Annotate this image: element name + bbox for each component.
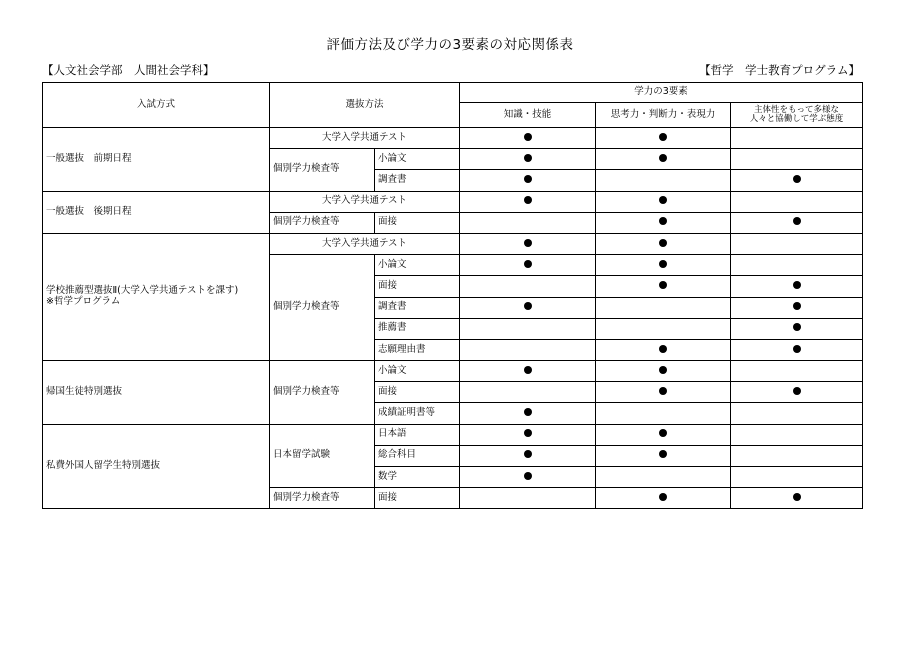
- circle-mark-icon: [659, 493, 667, 501]
- knowledge-cell: [460, 128, 596, 149]
- attitude-cell: [731, 382, 863, 403]
- table-row: [43, 361, 863, 382]
- thinking-cell: [596, 212, 731, 233]
- method-item: 面接: [375, 382, 460, 403]
- thinking-cell: [596, 233, 731, 254]
- method-category: 個別学力検査等: [270, 488, 375, 509]
- method-item: 数学: [375, 467, 460, 488]
- header-attitude-line2: 人々と協働して学ぶ態度: [749, 114, 844, 124]
- circle-mark-icon: [793, 302, 801, 310]
- circle-mark-icon: [793, 493, 801, 501]
- circle-mark-icon: [524, 472, 532, 480]
- knowledge-cell: [460, 467, 596, 488]
- circle-mark-icon: [659, 260, 667, 268]
- circle-mark-icon: [659, 345, 667, 353]
- knowledge-cell: [460, 297, 596, 318]
- circle-mark-icon: [659, 281, 667, 289]
- thinking-cell: [596, 361, 731, 382]
- knowledge-cell: [460, 255, 596, 276]
- method-category: 日本留学試験: [270, 424, 375, 488]
- knowledge-cell: [460, 445, 596, 466]
- thinking-cell: [596, 318, 731, 339]
- circle-mark-icon: [659, 217, 667, 225]
- circle-mark-icon: [659, 154, 667, 162]
- header-thinking: 思考力・判断力・表現力: [596, 103, 731, 128]
- circle-mark-icon: [524, 175, 532, 183]
- thinking-cell: [596, 128, 731, 149]
- circle-mark-icon: [524, 302, 532, 310]
- thinking-cell: [596, 149, 731, 170]
- admission-name: [43, 191, 270, 233]
- method-category: 個別学力検査等: [270, 212, 375, 233]
- attitude-cell: [731, 318, 863, 339]
- circle-mark-icon: [659, 196, 667, 204]
- method-kyotsu: 大学入学共通テスト: [270, 191, 460, 212]
- table-row: [43, 191, 863, 212]
- knowledge-cell: [460, 149, 596, 170]
- method-kyotsu: 大学入学共通テスト: [270, 128, 460, 149]
- knowledge-cell: [460, 233, 596, 254]
- admission-name: [43, 233, 270, 360]
- admission-name-line: 学校推薦型選抜Ⅱ(大学入学共通テストを課す): [46, 285, 239, 297]
- thinking-cell: [596, 191, 731, 212]
- attitude-cell: [731, 467, 863, 488]
- method-item: 調査書: [375, 297, 460, 318]
- page-title: 評価方法及び学力の3要素の対応関係表: [326, 37, 574, 53]
- circle-mark-icon: [524, 133, 532, 141]
- circle-mark-icon: [524, 239, 532, 247]
- circle-mark-icon: [524, 450, 532, 458]
- header-admission: 入試方式: [43, 83, 270, 128]
- method-category: 個別学力検査等: [270, 361, 375, 425]
- circle-mark-icon: [659, 387, 667, 395]
- admission-name-line: 一般選抜 前期日程: [46, 152, 132, 164]
- thinking-cell: [596, 297, 731, 318]
- knowledge-cell: [460, 170, 596, 191]
- circle-mark-icon: [659, 239, 667, 247]
- circle-mark-icon: [659, 366, 667, 374]
- attitude-cell: [731, 128, 863, 149]
- admission-name: [43, 128, 270, 192]
- program-label: 【哲学 学士教育プログラム】: [699, 63, 860, 77]
- knowledge-cell: [460, 191, 596, 212]
- circle-mark-icon: [524, 260, 532, 268]
- thinking-cell: [596, 445, 731, 466]
- table-row: [43, 424, 863, 445]
- method-item: 面接: [375, 488, 460, 509]
- knowledge-cell: [460, 382, 596, 403]
- faculty-label: 【人文社会学部 人間社会学科】: [42, 63, 215, 77]
- method-item: 志願理由書: [375, 339, 460, 360]
- attitude-cell: [731, 297, 863, 318]
- attitude-cell: [731, 403, 863, 424]
- admission-name-line: 帰国生徒特別選抜: [46, 385, 123, 397]
- header-attitude: [731, 103, 863, 128]
- admission-name-line: 一般選抜 後期日程: [46, 205, 132, 217]
- thinking-cell: [596, 276, 731, 297]
- header-knowledge: 知識・技能: [460, 103, 596, 128]
- thinking-cell: [596, 382, 731, 403]
- knowledge-cell: [460, 276, 596, 297]
- header-row-1: [43, 83, 863, 103]
- header-method: 選抜方法: [270, 83, 460, 128]
- attitude-cell: [731, 424, 863, 445]
- circle-mark-icon: [524, 429, 532, 437]
- method-item: 小論文: [375, 255, 460, 276]
- method-item: 総合科目: [375, 445, 460, 466]
- thinking-cell: [596, 488, 731, 509]
- attitude-cell: [731, 361, 863, 382]
- circle-mark-icon: [524, 196, 532, 204]
- thinking-cell: [596, 339, 731, 360]
- admission-name-line: 私費外国人留学生特別選抜: [46, 460, 161, 472]
- thinking-cell: [596, 170, 731, 191]
- evaluation-table: [42, 82, 863, 509]
- circle-mark-icon: [793, 345, 801, 353]
- thinking-cell: [596, 467, 731, 488]
- circle-mark-icon: [659, 133, 667, 141]
- circle-mark-icon: [659, 450, 667, 458]
- attitude-cell: [731, 170, 863, 191]
- attitude-cell: [731, 445, 863, 466]
- attitude-cell: [731, 233, 863, 254]
- attitude-cell: [731, 255, 863, 276]
- knowledge-cell: [460, 212, 596, 233]
- admission-name: [43, 424, 270, 509]
- knowledge-cell: [460, 361, 596, 382]
- circle-mark-icon: [524, 408, 532, 416]
- method-item: 調査書: [375, 170, 460, 191]
- method-category: 個別学力検査等: [270, 255, 375, 361]
- thinking-cell: [596, 255, 731, 276]
- circle-mark-icon: [524, 366, 532, 374]
- method-item: 推薦書: [375, 318, 460, 339]
- method-item: 面接: [375, 212, 460, 233]
- method-item: 成績証明書等: [375, 403, 460, 424]
- attitude-cell: [731, 276, 863, 297]
- knowledge-cell: [460, 339, 596, 360]
- knowledge-cell: [460, 403, 596, 424]
- circle-mark-icon: [793, 281, 801, 289]
- table-row: [43, 128, 863, 149]
- knowledge-cell: [460, 488, 596, 509]
- attitude-cell: [731, 191, 863, 212]
- method-kyotsu: 大学入学共通テスト: [270, 233, 460, 254]
- thinking-cell: [596, 403, 731, 424]
- circle-mark-icon: [524, 154, 532, 162]
- header-attitude-line1: 主体性をもって多様な: [754, 104, 840, 115]
- knowledge-cell: [460, 318, 596, 339]
- thinking-cell: [596, 424, 731, 445]
- header-elements: 学力の3要素: [460, 83, 863, 103]
- attitude-cell: [731, 488, 863, 509]
- method-item: 面接: [375, 276, 460, 297]
- method-item: 小論文: [375, 361, 460, 382]
- circle-mark-icon: [659, 429, 667, 437]
- attitude-cell: [731, 339, 863, 360]
- circle-mark-icon: [793, 323, 801, 331]
- attitude-cell: [731, 212, 863, 233]
- circle-mark-icon: [793, 387, 801, 395]
- circle-mark-icon: [793, 175, 801, 183]
- admission-name: [43, 361, 270, 425]
- method-item: 小論文: [375, 149, 460, 170]
- method-category: 個別学力検査等: [270, 149, 375, 191]
- circle-mark-icon: [793, 217, 801, 225]
- admission-name-line: ※哲学プログラム: [46, 296, 121, 307]
- knowledge-cell: [460, 424, 596, 445]
- table-row: [43, 233, 863, 254]
- method-item: 日本語: [375, 424, 460, 445]
- attitude-cell: [731, 149, 863, 170]
